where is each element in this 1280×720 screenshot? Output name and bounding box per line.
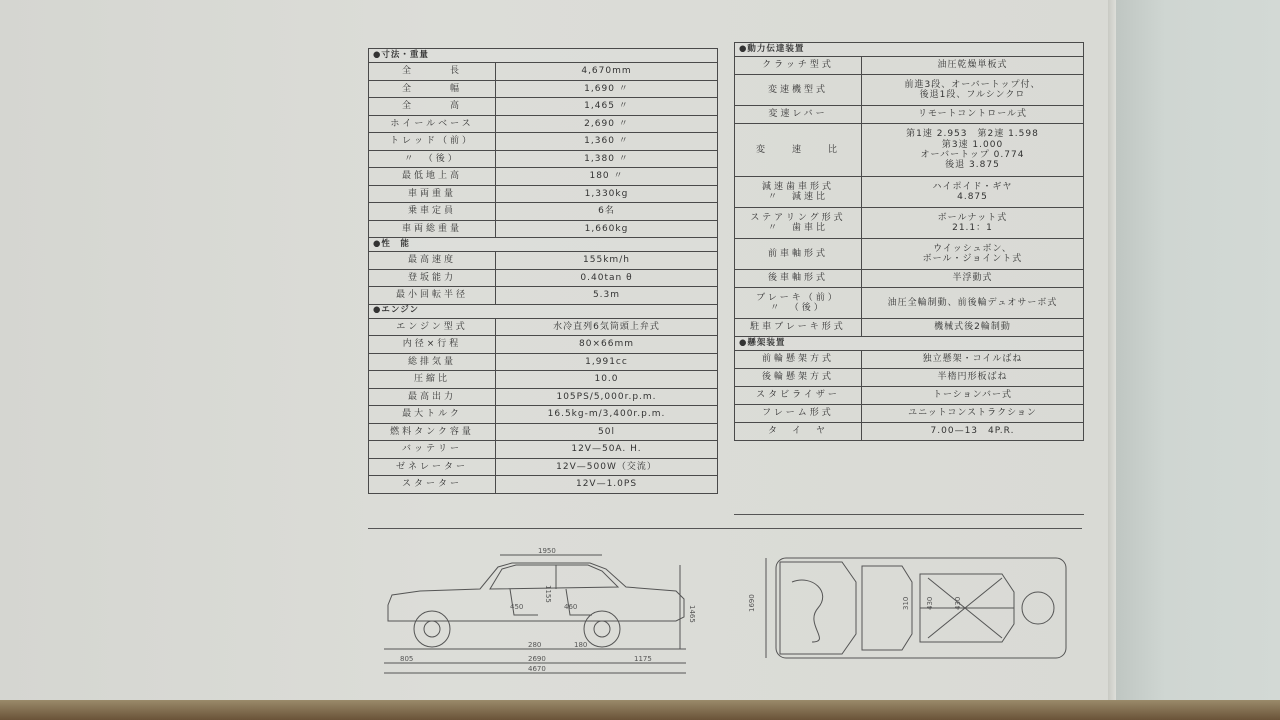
spec-row [369,220,718,238]
spec-label-line: 〃 （後） [770,303,826,313]
spec-value: 5.3m [496,287,718,305]
spec-value: 155km/h [496,252,718,270]
spec-label: ホイールベース [369,115,496,133]
spec-label: トレッド（前） [369,133,496,151]
spec-label-line: 変速レバー [768,109,828,120]
dim-total-length: 4670 [528,665,546,673]
section-title: ●動力伝達装置 [735,43,1084,57]
spec-label-line: 変速機型式 [767,84,828,95]
spec-row [369,185,718,203]
spec-row [369,406,718,424]
spec-label-line: 変 速 比 [755,144,840,155]
dim-clearance-2: 180 [574,641,588,649]
spec-label-line: 駐車ブレーキ形式 [750,322,846,333]
spec-value: 1,991cc [496,353,718,371]
spec-row [735,75,1084,106]
spec-value [862,106,1084,124]
dim-top-1: 310 [902,596,910,610]
spec-label: 総排気量 [369,353,496,371]
spec-value: 12V—50A. H. [496,441,718,459]
spec-label: 最小回転半径 [369,287,496,305]
spec-value-line: 独立懸架・コイルばね [922,354,1023,365]
spec-label [735,57,862,75]
spec-row [369,98,718,116]
spec-label [735,319,862,337]
spec-value: 1,660kg [496,220,718,238]
dim-height-2: 1465 [688,605,696,623]
spec-row [369,269,718,287]
spec-label: 全 長 [369,63,496,81]
spec-row [369,287,718,305]
paper-stack [1116,0,1280,700]
spec-row [735,106,1084,124]
spec-value [862,208,1084,239]
spec-value-line: 油圧乾燥単板式 [937,60,1008,71]
spec-row [369,353,718,371]
spec-value: 12V—1.0PS [496,476,718,494]
spec-label: ゼネレーター [369,458,496,476]
spec-value-line: 4.875 [957,192,988,202]
spec-label [735,208,862,239]
spec-value: 80×66mm [496,336,718,354]
spec-value: 0.40tan θ [496,269,718,287]
spec-label: 燃料タンク容量 [369,423,496,441]
spec-label: 乗車定員 [369,203,496,221]
spec-value [862,57,1084,75]
spec-value [862,319,1084,337]
spec-label-line: タ イ ヤ [767,426,828,437]
spec-table-right [734,42,1084,441]
spec-value-line: 第1速 2.953 第2速 1.598 [906,129,1039,140]
spec-value-line: 後退1段、フルシンクロ [919,90,1026,100]
spec-row [369,80,718,98]
spec-label-line: 前車軸形式 [767,248,828,259]
spec-label: 〃 （後） [369,150,496,168]
spec-row [735,288,1084,319]
spec-value-line: 機械式後2輪制動 [934,322,1011,333]
spec-label-line: フレーム形式 [762,408,834,419]
spec-label: 登坂能力 [369,269,496,287]
spec-row [735,423,1084,441]
spec-label [735,351,862,369]
spec-label: バッテリー [369,441,496,459]
spec-label [735,124,862,177]
spec-value-line: トーションバー式 [932,390,1012,401]
table-surface [0,700,1280,720]
spec-value: 1,465 〃 [496,98,718,116]
spec-value [862,405,1084,423]
spec-value: 16.5kg-m/3,400r.p.m. [496,406,718,424]
section-title: ●寸法・重量 [369,49,718,63]
spec-value: 12V—500W（交流） [496,458,718,476]
spec-label: 最高速度 [369,252,496,270]
spec-value-line: 半浮動式 [952,273,993,284]
spec-value-line: オーバートップ 0.774 [920,150,1025,160]
spec-value [862,369,1084,387]
spec-label: 全 高 [369,98,496,116]
spec-value-line: ボール・ジョイント式 [922,254,1023,264]
spec-label-line: 後輪懸架方式 [761,372,834,383]
dim-seat-front: 450 [510,603,524,611]
spec-label [735,239,862,270]
section-title: ●懸架装置 [735,337,1084,351]
spec-label-line: 後車軸形式 [767,273,828,284]
spec-value [862,351,1084,369]
dim-width: 1690 [748,594,756,612]
spec-label [735,288,862,319]
spec-value: 水冷直列6気筒頭上弁式 [496,318,718,336]
spec-value-line: ハイポイド・ギヤ [932,181,1013,192]
spec-row [735,177,1084,208]
spec-label [735,369,862,387]
spec-row [735,208,1084,239]
spec-label: 圧縮比 [369,371,496,389]
spec-table-left [368,48,718,494]
spec-row [735,270,1084,288]
dim-roof: 1950 [538,547,556,555]
spec-value [862,270,1084,288]
dim-seat-rear: 460 [564,603,578,611]
section-title: ●性 能 [369,238,718,252]
dim-height-1: 1155 [544,585,552,603]
spec-value: 105PS/5,000r.p.m. [496,388,718,406]
spec-value [862,387,1084,405]
spec-label-line: ステアリング形式 [750,212,846,223]
spec-label: 車両重量 [369,185,496,203]
spec-value: 1,380 〃 [496,150,718,168]
dim-top-3: 430 [954,596,962,610]
spec-row [369,115,718,133]
spec-label: 最低地上高 [369,168,496,186]
spec-label-line: ブレーキ（前） [756,292,840,303]
spec-label-line: 〃 減速比 [767,192,828,202]
spec-value [862,288,1084,319]
spec-row [735,239,1084,270]
spec-value: 1,690 〃 [496,80,718,98]
spec-value: 4,670mm [496,63,718,81]
spec-value-line: リモートコントロール式 [917,109,1028,120]
spec-value [862,124,1084,177]
spec-label: 最高出力 [369,388,496,406]
spec-row [369,203,718,221]
spec-value: 10.0 [496,371,718,389]
spec-label: 全 幅 [369,80,496,98]
spec-row [735,319,1084,337]
spec-value-line: 第3速 1.000 [941,139,1004,150]
divider-rule [368,528,1082,529]
spec-label-line: クラッチ型式 [762,60,834,71]
spec-label [735,387,862,405]
spec-value-line: 21.1：1 [952,223,993,233]
spec-row [735,57,1084,75]
spec-value-line: 半楕円形板ばね [937,372,1008,383]
spec-label: スターター [369,476,496,494]
dim-front-overhang: 805 [400,655,414,663]
spec-value-line: ユニットコンストラクション [908,408,1037,419]
spec-row [369,168,718,186]
spec-value-line: 前進3段、オーバートップ付、 [904,79,1041,90]
spec-value-line: 油圧全輪制動、前後輪デュオサーボ式 [887,297,1058,308]
spec-row [735,387,1084,405]
spec-label [735,75,862,106]
spec-row [735,351,1084,369]
spec-row [369,423,718,441]
spec-label: エンジン型式 [369,318,496,336]
divider-rule-right [734,514,1084,515]
spec-value [862,75,1084,106]
spec-value: 1,330kg [496,185,718,203]
spec-label [735,177,862,208]
spec-row [369,252,718,270]
spec-row [369,63,718,81]
spec-row [735,369,1084,387]
spec-value [862,177,1084,208]
spec-row [369,318,718,336]
spec-label-line: 前輪懸架方式 [761,354,834,365]
spec-value [862,239,1084,270]
spec-row [369,476,718,494]
spec-row [369,336,718,354]
spec-label [735,270,862,288]
spec-row [369,458,718,476]
spec-row [735,124,1084,177]
spec-row [369,133,718,151]
spec-value: 6名 [496,203,718,221]
spec-row [735,405,1084,423]
spec-label: 最大トルク [369,406,496,424]
spec-row [369,371,718,389]
dim-rear-overhang: 1175 [634,655,652,663]
top-view-diagram [748,552,1072,664]
spec-label: 車両総重量 [369,220,496,238]
dim-wheelbase: 2690 [528,655,546,663]
dim-clearance-1: 280 [528,641,542,649]
spec-label-line: スタビライザー [756,390,840,401]
spec-value [862,423,1084,441]
spec-value: 1,360 〃 [496,133,718,151]
dim-top-2: 430 [926,596,934,610]
spec-value-line: ボールナット式 [937,212,1008,223]
spec-label-line: 〃 歯車比 [767,223,828,233]
spec-label-line: 減速歯車形式 [761,181,834,192]
side-view-diagram [380,545,700,677]
spec-row [369,441,718,459]
spec-label: 内径×行程 [369,336,496,354]
spec-value: 50l [496,423,718,441]
spec-value-line: ウイッシュボン、 [933,243,1012,254]
spec-label [735,423,862,441]
spec-value: 2,690 〃 [496,115,718,133]
spec-value: 180 〃 [496,168,718,186]
spec-label [735,106,862,124]
spec-row [369,150,718,168]
section-title: ●エンジン [369,304,718,318]
spec-value-line: 7.00—13 4P.R. [930,426,1015,437]
spec-label [735,405,862,423]
spec-row [369,388,718,406]
spec-value-line: 後退 3.875 [945,160,1000,171]
